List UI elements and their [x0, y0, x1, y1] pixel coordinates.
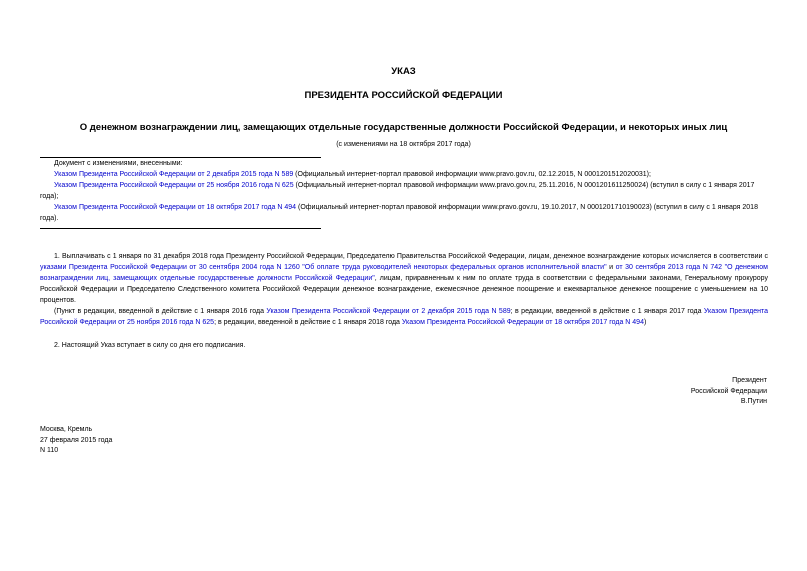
paragraph-1 — [40, 251, 768, 306]
amendment-date-note: (с изменениями на 18 октября 2017 года) — [336, 141, 471, 148]
place-line: Москва, Кремль — [40, 426, 93, 433]
signature-block — [691, 376, 767, 408]
text-run: , лицам, приравненным к ним по оплате труда в соответствии с федеральными законами, Генеральному прокурору Российской Федерации и Председателю Следственного комитета Российской Федерации денежное вознаграждение, ежемесячное денежное поощрение и ежеквартальное денежное поощрение с уменьшением на 10 процентов. — [40, 275, 768, 304]
amendment-link[interactable]: Указом Президента Российской Федерации от 25 ноября 2016 года N 625 — [54, 182, 294, 189]
bottom-divider — [40, 228, 321, 229]
text-run: 1. Выплачивать с 1 января по 31 декабря 2018 года Президенту Российской Федерации, Председателю Правительства Российской Федерации, лицам, денежное вознаграждение которых исчисляется в соответствии с — [54, 253, 768, 260]
signature-line: Российской Федерации — [690, 387, 767, 395]
number-line: N 110 — [40, 447, 59, 454]
amendment-link[interactable]: Указом Президента Российской Федерации от 2 декабря 2015 года N 589 — [54, 171, 294, 178]
doc-issuer: ПРЕЗИДЕНТА РОССИЙСКОЙ ФЕДЕРАЦИИ — [304, 90, 503, 101]
amendment-source: (Официальный интернет-портал правовой информации www.pravo.gov.ru, 02.12.2015, N 0001201512020031); — [293, 171, 651, 178]
amendment-item — [40, 169, 768, 180]
body-block — [40, 251, 768, 351]
decree-link[interactable]: Указом Президента Российской Федерации от 18 октября 2017 года N 494 — [401, 319, 644, 326]
doc-title: УКАЗ — [391, 66, 416, 77]
amendment-link[interactable]: Указом Президента Российской Федерации от 18 октября 2017 года N 494 — [54, 204, 297, 211]
amendment-source: (Официальный интернет-портал правовой информации www.pravo.gov.ru, 25.11.2016, N 0001201611250024) (вступил в силу с 1 января 2017 года); — [40, 182, 755, 200]
text-run: ) — [643, 319, 647, 326]
decree-link[interactable]: указами Президента Российской Федерации от 30 сентября 2004 года N 1260 "Об оплате труда руководителей некоторых федеральных органов исполнительной власти" — [40, 264, 607, 271]
place-date-block — [40, 425, 112, 457]
decree-link[interactable]: Указом Президента Российской Федерации от 2 декабря 2015 года N 589 — [266, 308, 511, 315]
decree-link[interactable]: от 30 сентября 2013 года N 742 "О денежном вознаграждении лиц, замещающих отдельные государственные должности Российской Федерации" — [40, 264, 768, 282]
amendment-item — [40, 202, 768, 224]
doc-subject: О денежном вознаграждении лиц, замещающих отдельные государственные должности Российской Федерации, и некоторых иных лиц — [79, 122, 728, 133]
text-run: ; в редакции, введенной в действие с 1 января 2017 года — [510, 308, 704, 315]
amendments-block — [40, 158, 768, 224]
text-run: и — [606, 264, 616, 271]
text-run: (Пункт в редакции, введенной в действие с 1 января 2016 года — [54, 308, 267, 315]
amendments-intro: Документ с изменениями, внесенными: — [54, 160, 183, 167]
decree-link[interactable]: Указом Президента Российской Федерации от 25 ноября 2016 года N 625 — [40, 308, 769, 326]
amendment-item — [40, 180, 768, 202]
signature-line: В.Путин — [740, 398, 767, 405]
date-line: 27 февраля 2015 года — [40, 436, 113, 444]
paragraph-1-note — [40, 306, 768, 328]
amendment-source: (Официальный интернет-портал правовой информации www.pravo.gov.ru, 19.10.2017, N 0001201710190023) (вступил в силу с 1 января 2018 года). — [40, 204, 758, 222]
signature-line: Президент — [732, 377, 767, 384]
text-run: ; в редакции, введенной в действие с 1 января 2018 года — [214, 319, 402, 326]
paragraph-2: 2. Настоящий Указ вступает в силу со дня его подписания. — [54, 342, 246, 349]
